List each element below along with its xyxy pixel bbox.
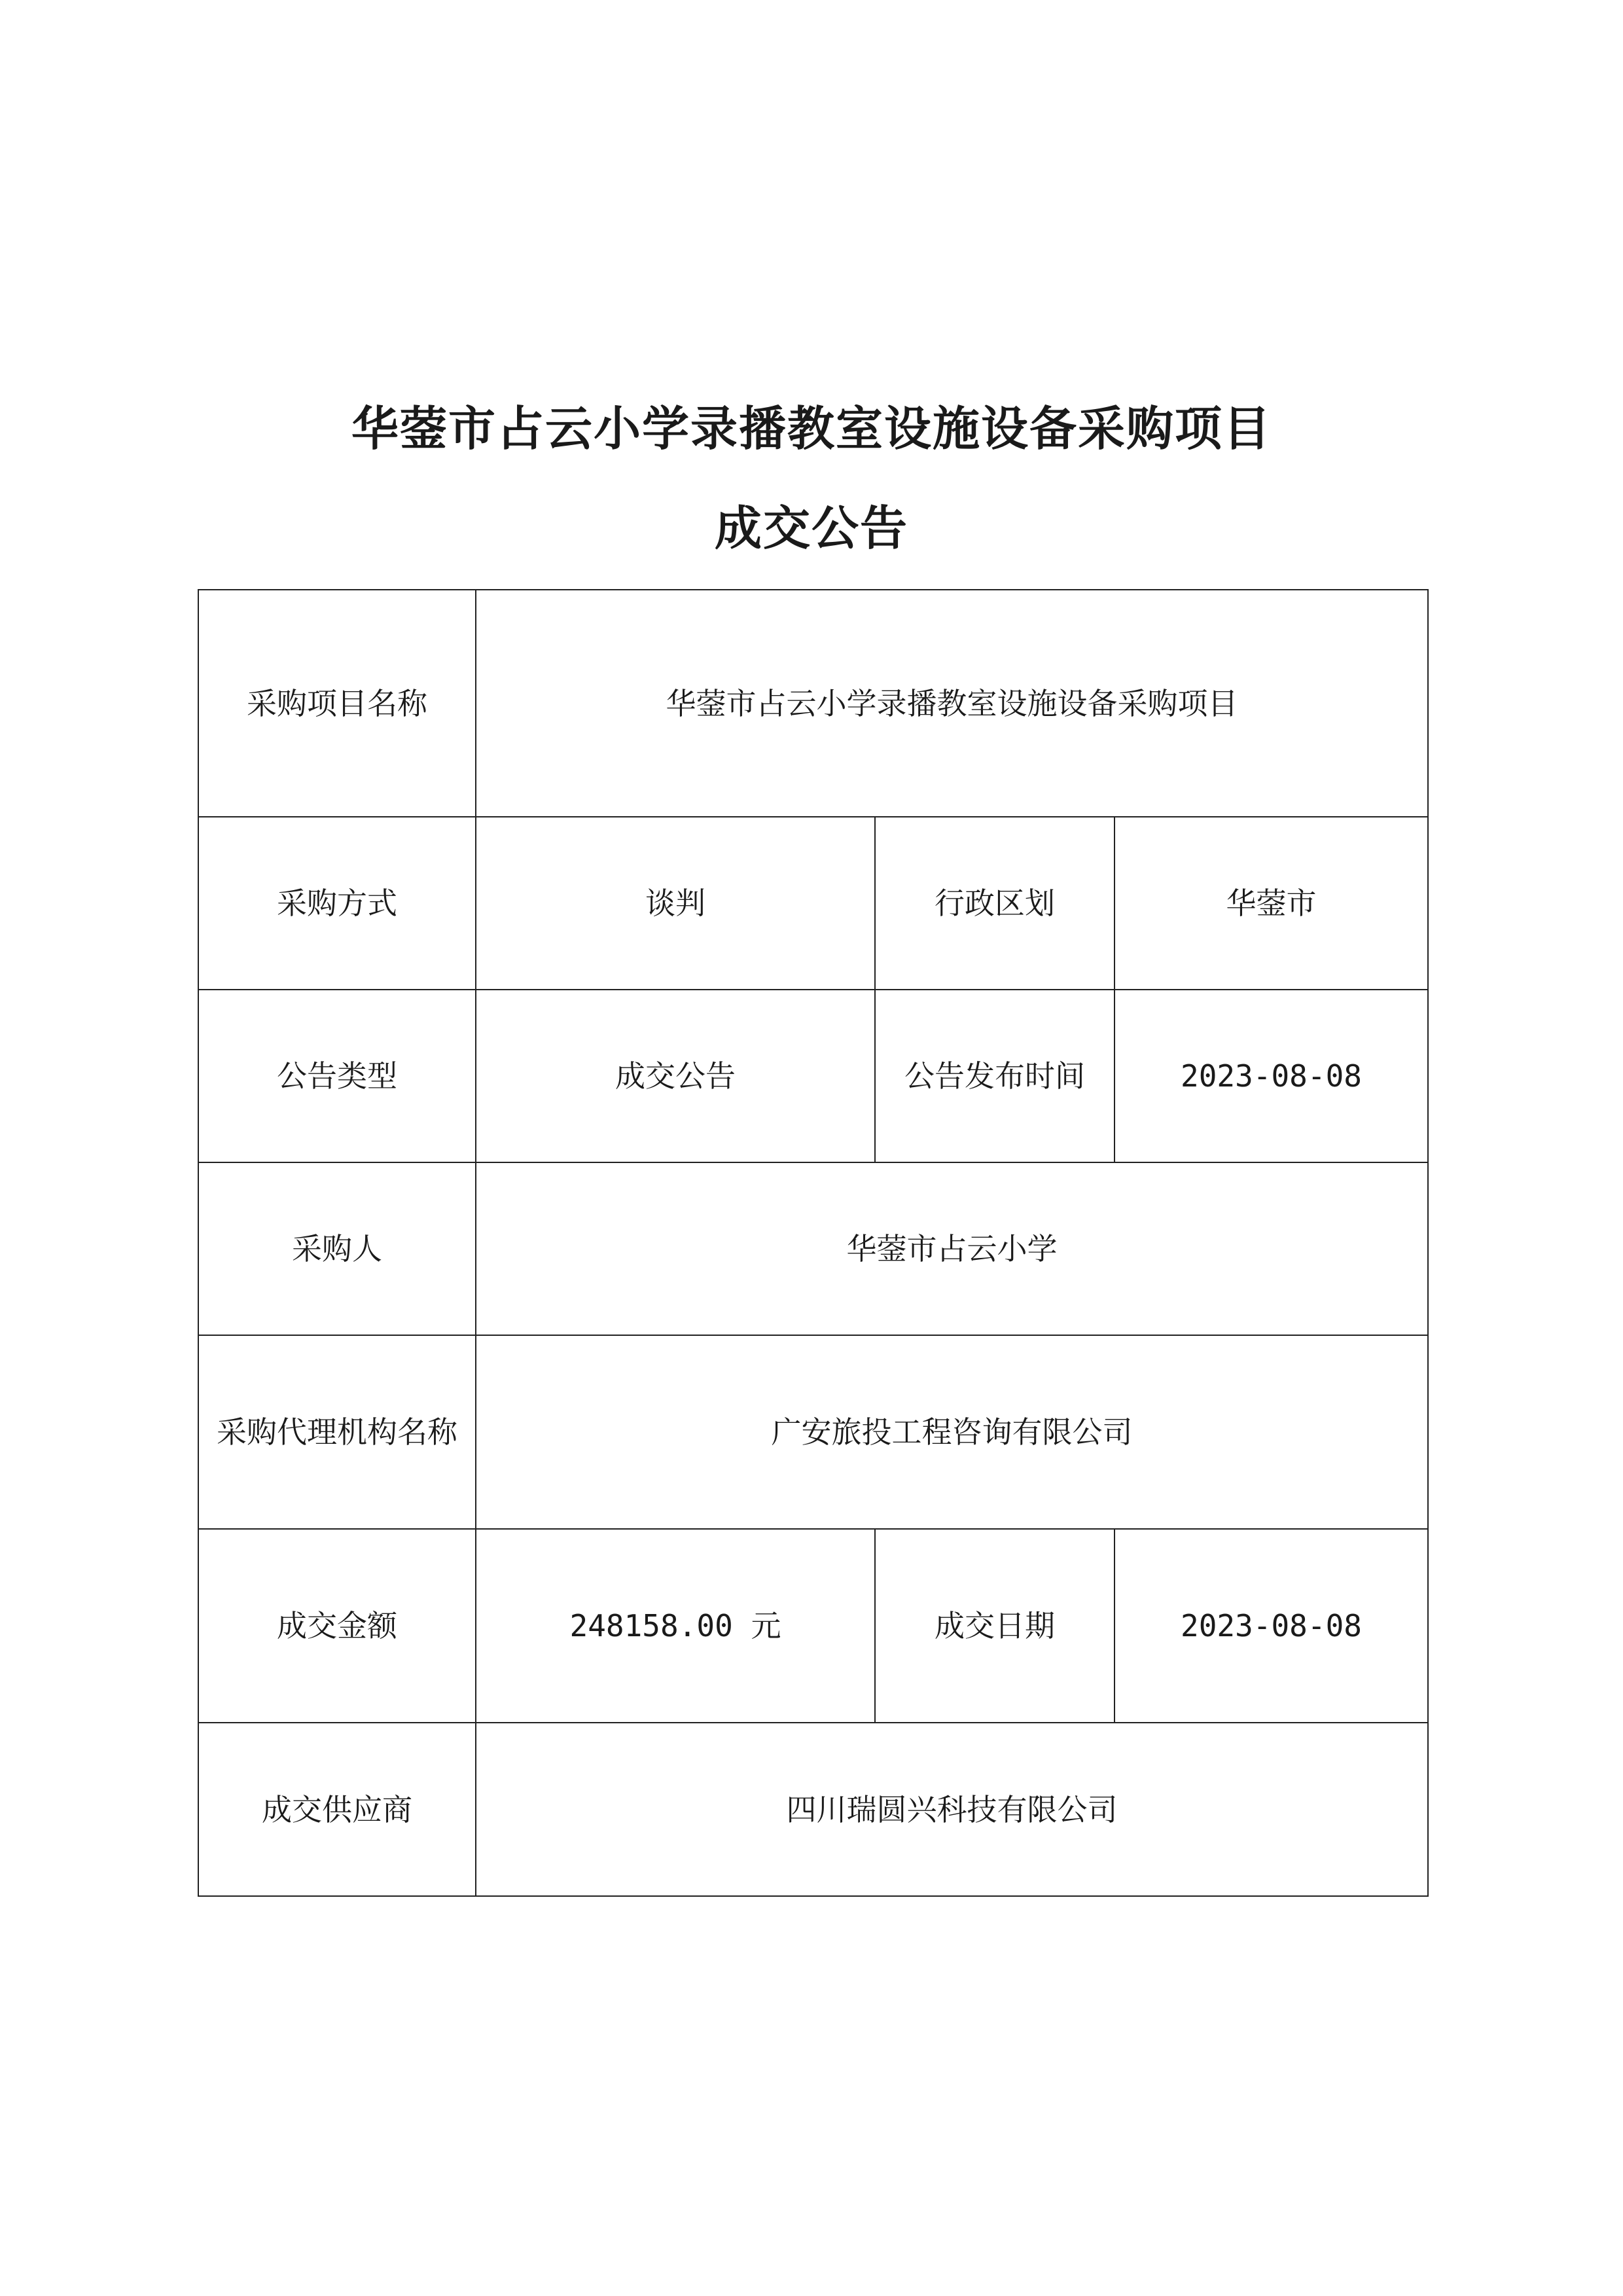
- table-row: [198, 817, 1428, 990]
- purchaser-label: 采购人: [198, 1162, 476, 1335]
- amount-label: 成交金额: [198, 1529, 476, 1723]
- table-row: [198, 1335, 1428, 1529]
- amount-value: 248158.00 元: [476, 1529, 875, 1723]
- supplier-label: 成交供应商: [198, 1723, 476, 1896]
- project-name-label: 采购项目名称: [198, 590, 476, 817]
- publish-time-label: 公告发布时间: [875, 990, 1115, 1162]
- method-label: 采购方式: [198, 817, 476, 990]
- region-label: 行政区划: [875, 817, 1115, 990]
- deal-date-value: 2023-08-08: [1115, 1529, 1428, 1723]
- method-value: 谈判: [476, 817, 875, 990]
- notice-type-value: 成交公告: [476, 990, 875, 1162]
- document-title: 华蓥市占云小学录播教室设施设备采购项目: [351, 401, 1272, 456]
- table-row: [198, 990, 1428, 1162]
- publish-time-value: 2023-08-08: [1115, 990, 1428, 1162]
- table-row: [198, 1723, 1428, 1896]
- agency-value: 广安旅投工程咨询有限公司: [476, 1335, 1428, 1529]
- document-subtitle: 成交公告: [714, 500, 908, 556]
- table-row: [198, 1529, 1428, 1723]
- table-row: [198, 1162, 1428, 1335]
- notice-table: [198, 589, 1429, 1897]
- project-name-value: 华蓥市占云小学录播教室设施设备采购项目: [476, 590, 1428, 817]
- region-value: 华蓥市: [1115, 817, 1428, 990]
- table-row: [198, 590, 1428, 817]
- supplier-value: 四川瑞圆兴科技有限公司: [476, 1723, 1428, 1896]
- notice-type-label: 公告类型: [198, 990, 476, 1162]
- agency-label: 采购代理机构名称: [198, 1335, 476, 1529]
- purchaser-value: 华蓥市占云小学: [476, 1162, 1428, 1335]
- deal-date-label: 成交日期: [875, 1529, 1115, 1723]
